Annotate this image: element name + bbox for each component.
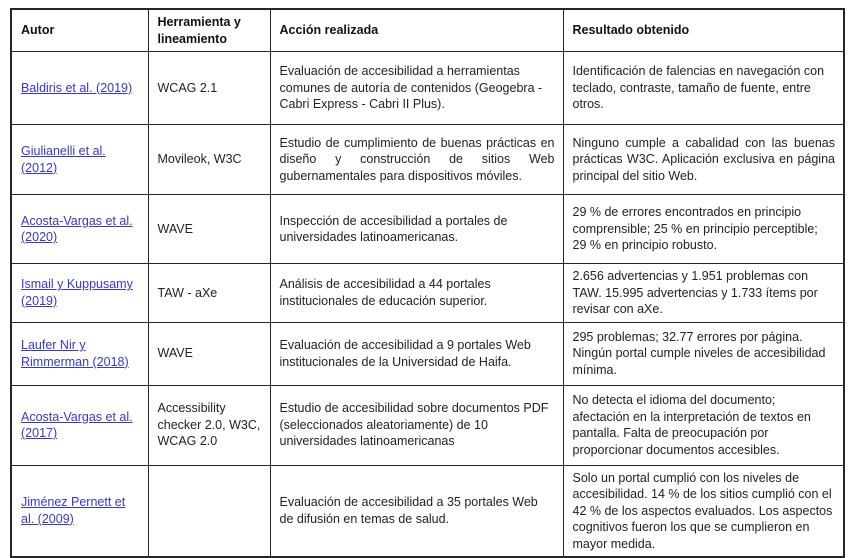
- author-link[interactable]: Jiménez Pernett et al. (2009): [21, 495, 126, 526]
- author-cell: [11, 385, 148, 465]
- action-cell: Evaluación de accesibilidad a 35 portales Web de difusión en temas de salud.: [270, 465, 563, 557]
- header-autor: Autor: [11, 9, 148, 52]
- author-link[interactable]: Acosta-Vargas et al. (2020): [21, 213, 133, 244]
- result-cell: Identificación de falencias en navegación con teclado, contraste, tamaño de fuente, entre otros.: [563, 52, 844, 125]
- author-cell: [11, 195, 148, 264]
- action-cell: Estudio de cumplimiento de buenas prácticas en diseño y construcción de sitios Web gubernamentales para dispositivos móviles.: [270, 125, 563, 195]
- result-cell: Ninguno cumple a cabalidad con las buenas prácticas W3C. Aplicación exclusiva en página principal del sitio Web.: [563, 125, 844, 195]
- action-cell: Estudio de accesibilidad sobre documentos PDF (seleccionados aleatoriamente) de 10 universidades latinoamericanas: [270, 385, 563, 465]
- table-row: [11, 52, 844, 125]
- tool-cell: TAW - aXe: [148, 264, 270, 323]
- header-resultado: Resultado obtenido: [563, 9, 844, 52]
- table-row: [11, 465, 844, 557]
- author-link[interactable]: Acosta-Vargas et al. (2017): [21, 409, 133, 440]
- tool-cell: [148, 465, 270, 557]
- literature-review-table: [10, 8, 845, 558]
- table-row: [11, 195, 844, 264]
- author-cell: [11, 465, 148, 557]
- tool-cell: Movileok, W3C: [148, 125, 270, 195]
- author-cell: [11, 322, 148, 385]
- header-accion: Acción realizada: [270, 9, 563, 52]
- tool-cell: WAVE: [148, 195, 270, 264]
- table-row: [11, 385, 844, 465]
- author-link[interactable]: Giulianelli et al. (2012): [21, 144, 106, 175]
- action-cell: Evaluación de accesibilidad a 9 portales Web institucionales de la Universidad de Haifa.: [270, 322, 563, 385]
- table-row: [11, 264, 844, 323]
- author-link[interactable]: Baldiris et al. (2019): [21, 80, 133, 95]
- result-cell: 29 % de errores encontrados en principio comprensible; 25 % en principio perceptible; 29 % en principio robusto.: [563, 195, 844, 264]
- result-cell: 2.656 advertencias y 1.951 problemas con TAW. 15.995 advertencias y 1.733 ítems por revisar con aXe.: [563, 264, 844, 323]
- table-row: [11, 322, 844, 385]
- action-cell: Inspección de accesibilidad a portales de universidades latinoamericanas.: [270, 195, 563, 264]
- tool-cell: Accessibility checker 2.0, W3C, WCAG 2.0: [148, 385, 270, 465]
- action-cell: Evaluación de accesibilidad a herramientas comunes de autoría de contenidos (Geogebra - Cabri Express - Cabri II Plus).: [270, 52, 563, 125]
- author-cell: [11, 264, 148, 323]
- header-herramienta: Herramienta y lineamiento: [148, 9, 270, 52]
- result-cell: 295 problemas; 32.77 errores por página. Ningún portal cumple niveles de accesibilidad mínima.: [563, 322, 844, 385]
- author-link[interactable]: Laufer Nir y Rimmerman (2018): [21, 338, 129, 369]
- tool-cell: WCAG 2.1: [148, 52, 270, 125]
- author-cell: [11, 125, 148, 195]
- result-cell: Solo un portal cumplió con los niveles de accesibilidad. 14 % de los sitios cumplió con el 42 % de los aspectos evaluados. Los aspectos cognitivos fueron los que se cumplieron en mayor medida.: [563, 465, 844, 557]
- action-cell: Análisis de accesibilidad a 44 portales institucionales de educación superior.: [270, 264, 563, 323]
- author-link[interactable]: Ismail y Kuppusamy (2019): [21, 277, 133, 308]
- author-cell: [11, 52, 148, 125]
- result-cell: No detecta el idioma del documento; afectación en la interpretación de textos en pantalla. Falta de preocupación por proporcionar documentos accesibles.: [563, 385, 844, 465]
- table-row: [11, 125, 844, 195]
- table-header-row: [11, 9, 844, 52]
- tool-cell: WAVE: [148, 322, 270, 385]
